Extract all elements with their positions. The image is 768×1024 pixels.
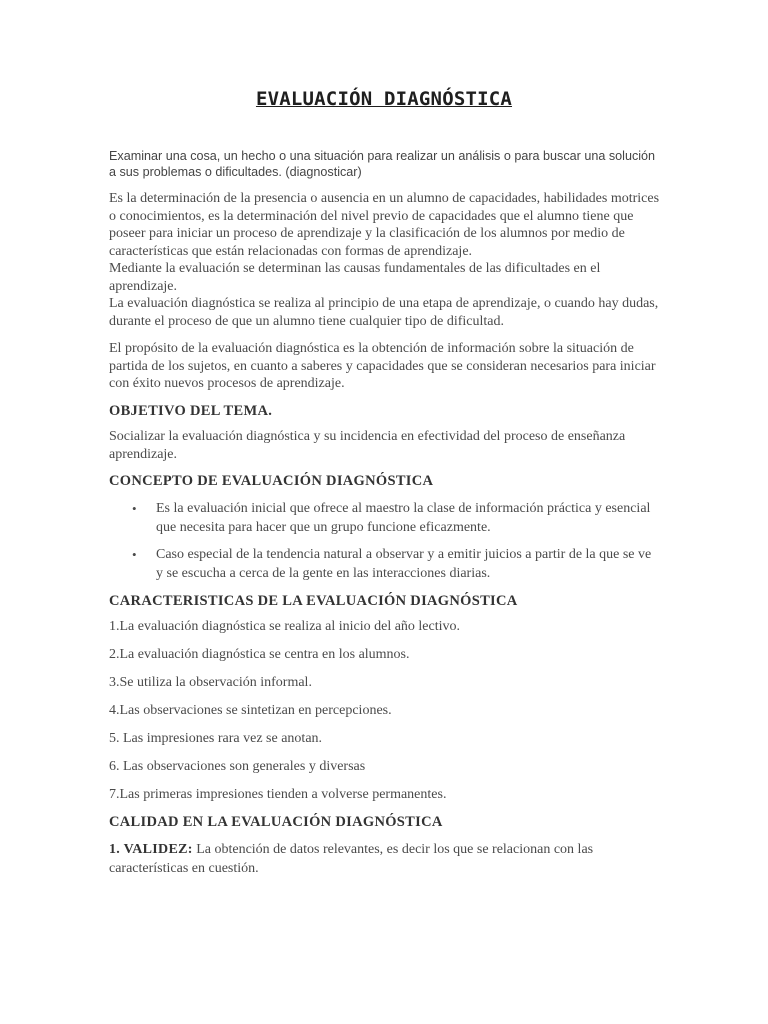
- bullet-icon: •: [132, 546, 137, 562]
- page-title: EVALUACIÓN DIAGNÓSTICA: [255, 88, 513, 110]
- timing-paragraph: La evaluación diagnóstica se realiza al principio de una etapa de aprendizaje, o cuando hay dudas, durante el proceso de que un alumno tiene cualquier tipo de dificultad.: [109, 296, 659, 329]
- definition-block: [109, 190, 661, 330]
- bullet-text: Caso especial de la tendencia natural a observar y a emitir juicios a partir de la que se ve y se escucha a cerca de la gente en las interacciones diarias.: [156, 546, 652, 581]
- purpose-block: [109, 340, 661, 393]
- characteristics-list: [109, 618, 661, 804]
- characteristics-heading: CARACTERISTICAS DE LA EVALUACIÓN DIAGNÓSTICA: [109, 592, 518, 609]
- objective-paragraph: Socializar la evaluación diagnóstica y su incidencia en efectividad del proceso de enseñanza aprendizaje.: [109, 429, 626, 462]
- definition-paragraph: Es la determinación de la presencia o ausencia en un alumno de capacidades, habilidades motrices o conocimientos, es la determinación del nivel previo de capacidades que el alumno tiene que poseer para iniciar un proceso de aprendizaje y la clasificación de los alumnos por medio de características que están relacionadas con formas de aprendizaje.: [109, 191, 660, 259]
- validity-text: La obtención de datos relevantes, es decir los que se relacionan con las características en cuestión.: [109, 841, 594, 876]
- quality-heading: CALIDAD EN LA EVALUACIÓN DIAGNÓSTICA: [109, 814, 443, 830]
- bullet-text: Es la evaluación inicial que ofrece al maestro la clase de información práctica y esencial que necesita para hacer que un grupo funcione eficazmente.: [156, 500, 651, 535]
- objective-block: [109, 428, 661, 463]
- objective-heading: OBJETIVO DEL TEMA.: [109, 402, 273, 419]
- list-item: 7.Las primeras impresiones tienden a volverse permanentes.: [109, 787, 447, 802]
- intro-paragraph: Examinar una cosa, un hecho o una situación para realizar un análisis o para buscar una solución a sus problemas o dificultades. (diagnosticar): [109, 149, 656, 179]
- purpose-paragraph: El propósito de la evaluación diagnóstica es la obtención de información sobre la situación de partida de los sujetos, en cuanto a saberes y capacidades que se consideran necesarios para iniciar con éxito nuevos procesos de aprendizaje.: [109, 341, 656, 391]
- concept-heading: CONCEPTO DE EVALUACIÓN DIAGNÓSTICA: [109, 473, 434, 489]
- validity-label: 1. VALIDEZ:: [109, 841, 193, 857]
- list-item: 3.Se utiliza la observación informal.: [109, 675, 312, 690]
- concept-bullet-list: [109, 499, 661, 583]
- list-item: 1.La evaluación diagnóstica se realiza al inicio del año lectivo.: [109, 619, 461, 634]
- list-item: 2.La evaluación diagnóstica se centra en los alumnos.: [109, 647, 410, 662]
- validity-paragraph: [109, 840, 661, 878]
- list-item: [132, 545, 661, 583]
- list-item: 5. Las impresiones rara vez se anotan.: [109, 731, 323, 746]
- list-item: [132, 499, 661, 537]
- causes-paragraph: Mediante la evaluación se determinan las causas fundamentales de las dificultades en el aprendizaje.: [109, 261, 601, 294]
- bullet-icon: •: [132, 500, 137, 516]
- document-body: [109, 148, 661, 878]
- list-item: 6. Las observaciones son generales y diversas: [109, 759, 366, 774]
- list-item: 4.Las observaciones se sintetizan en percepciones.: [109, 703, 392, 718]
